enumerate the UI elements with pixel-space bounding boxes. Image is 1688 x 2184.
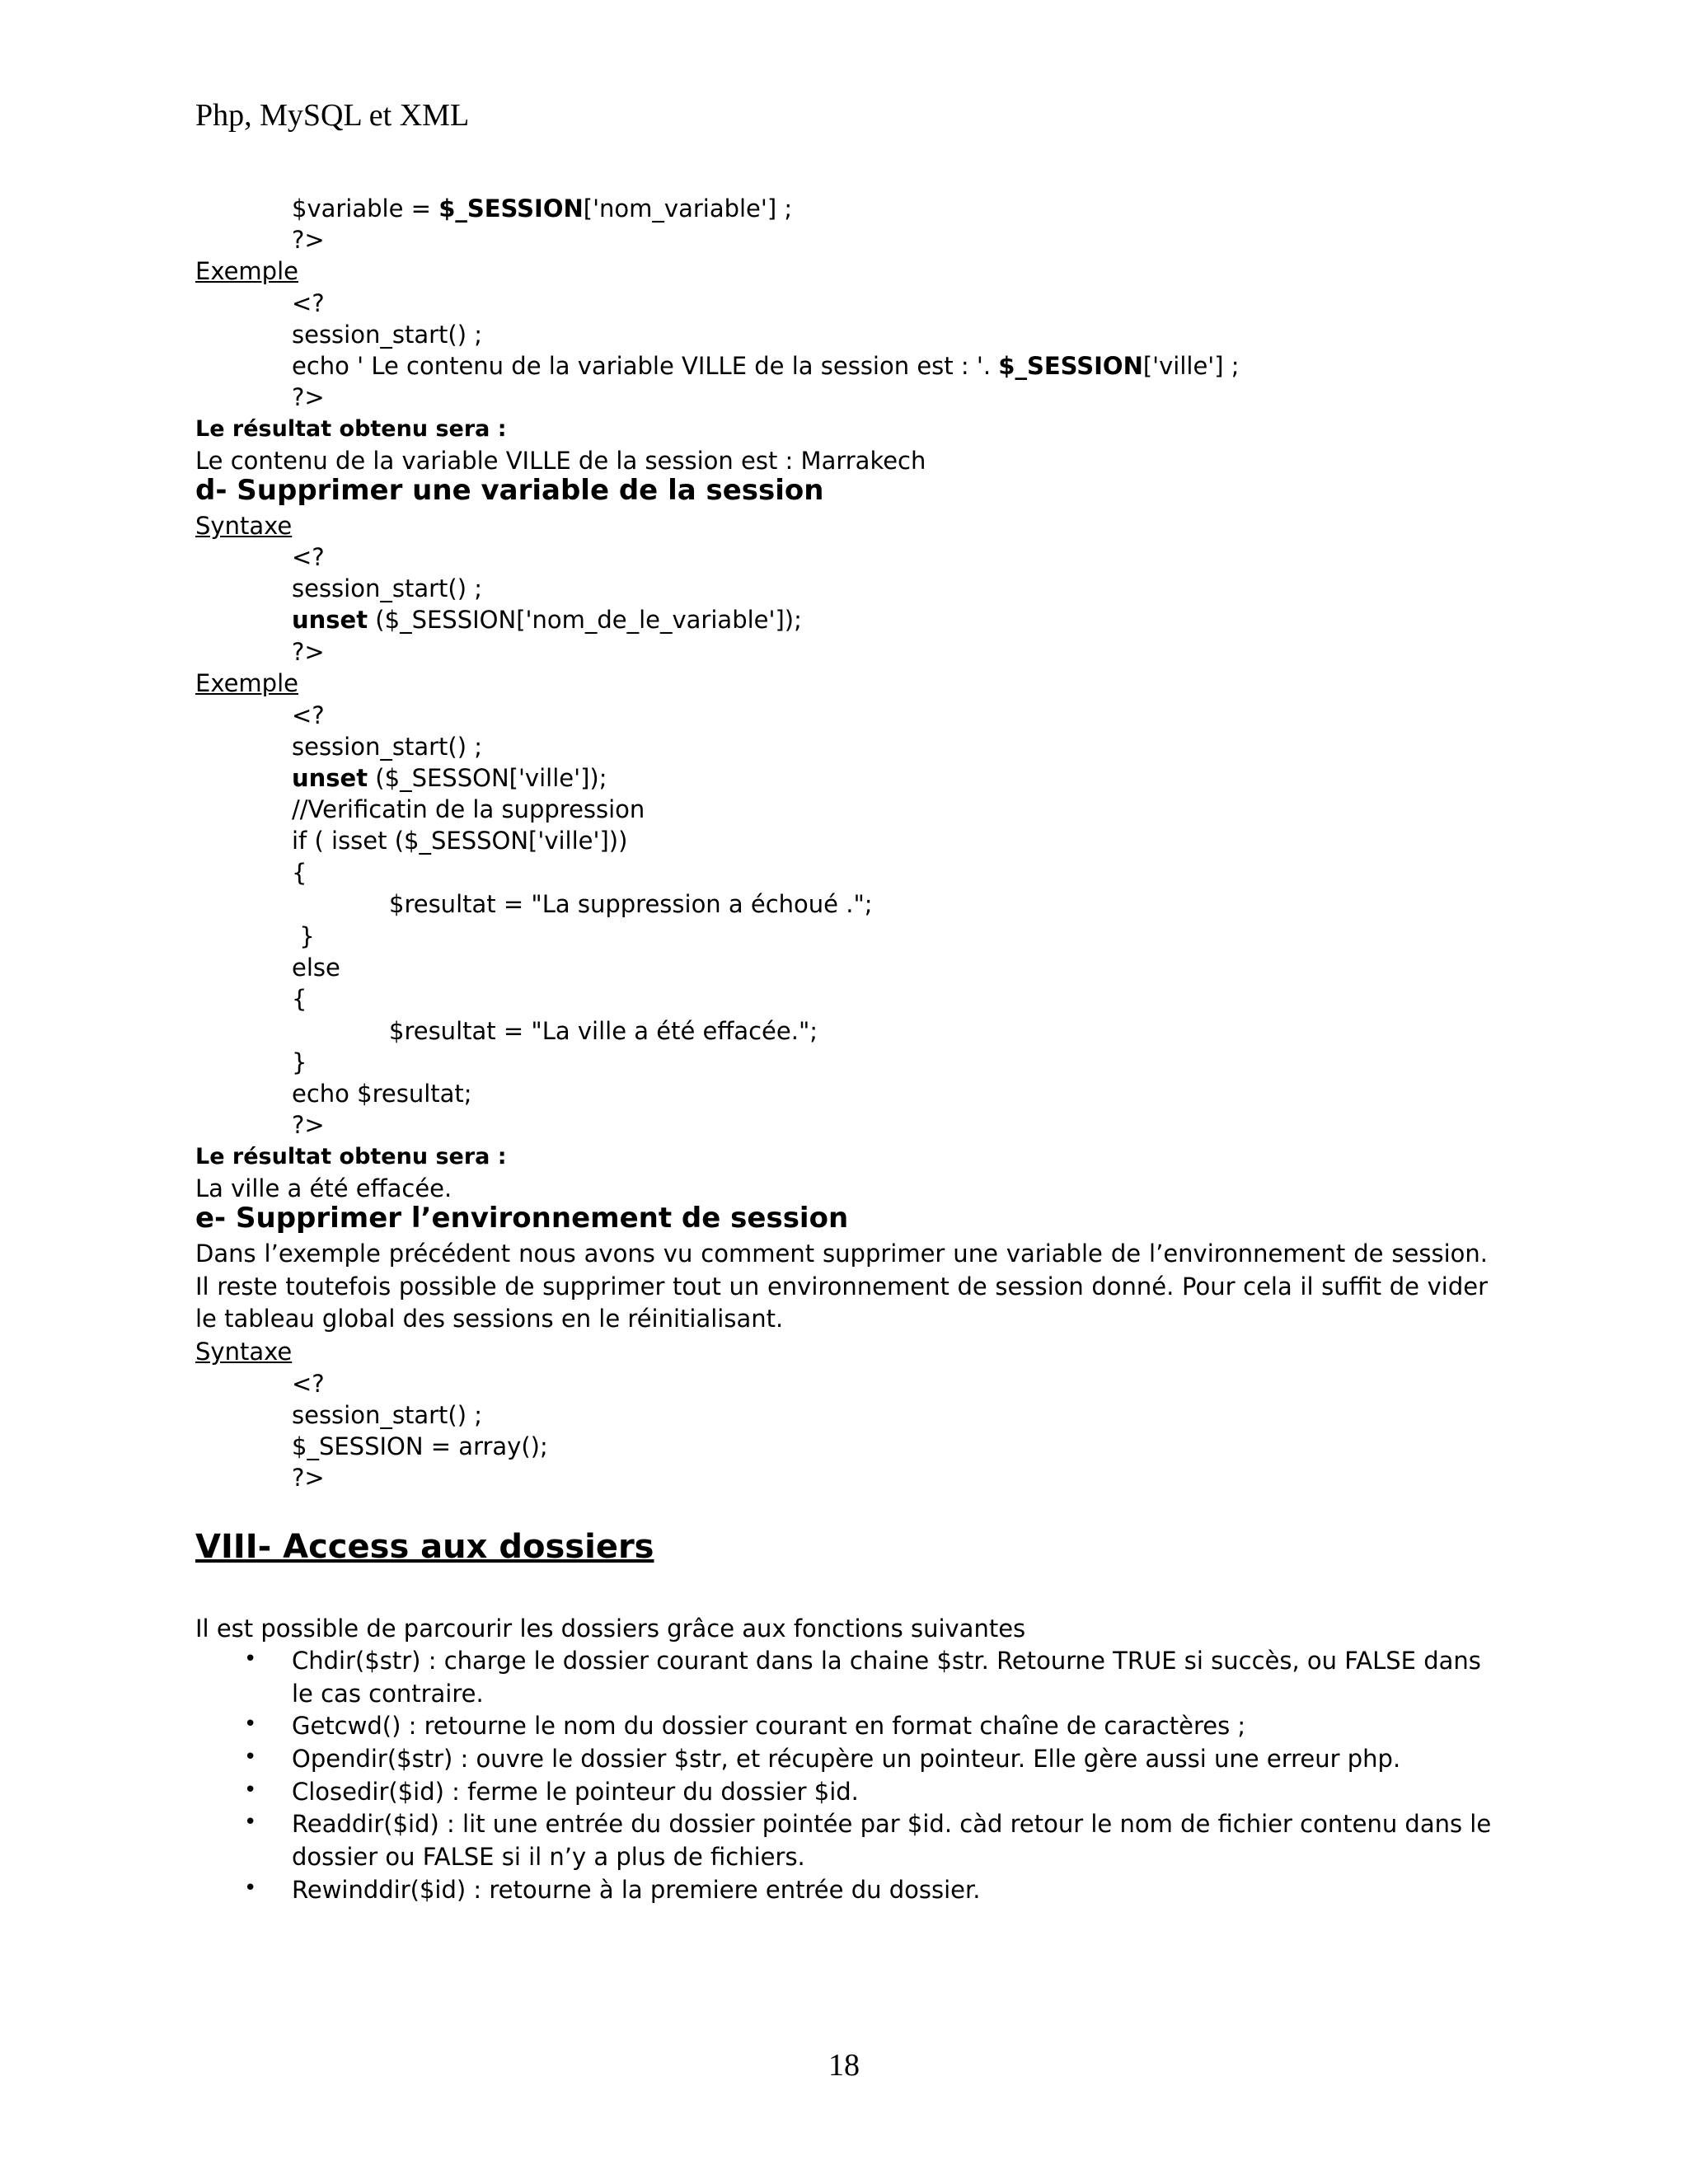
code-comment: //Verificatin de la suppression bbox=[292, 795, 645, 823]
code-line: ?> bbox=[292, 226, 325, 254]
code-line: { bbox=[292, 985, 307, 1013]
code-line: { bbox=[292, 859, 307, 887]
code-line: else bbox=[292, 954, 340, 982]
paragraph-e: Dans l’exemple précédent nous avons vu comment supprimer une variable de l’environnement de session. Il reste toutefois possible de supprimer tout un environnement de session donné. Pour cela il suffit de vider le tableau global des sessions en le réinitialisant. bbox=[195, 1240, 1488, 1333]
page-number: 18 bbox=[828, 2048, 860, 2083]
code-line: unset ($_SESSON['ville']); bbox=[292, 764, 607, 792]
list-item: Readdir($id) : lit une entrée du dossier pointée par $id. càd retour le nom de fichier contenu dans le dossier ou FALSE si il n’y a plus de fichiers. bbox=[292, 1810, 1492, 1871]
code-line: if ( isset ($_SESSON['ville'])) bbox=[292, 827, 628, 855]
code-line: $resultat = "La suppression a échoué ."; bbox=[389, 890, 873, 918]
code-line: ?> bbox=[292, 1111, 325, 1139]
result-label: Le résultat obtenu sera : bbox=[195, 416, 507, 442]
label-exemple: Exemple bbox=[195, 669, 298, 697]
page-header: Php, MySQL et XML bbox=[195, 98, 470, 133]
code-line: session_start() ; bbox=[292, 1401, 483, 1429]
code-line: $variable = $_SESSION['nom_variable'] ; bbox=[292, 194, 793, 223]
result-label: Le résultat obtenu sera : bbox=[195, 1144, 507, 1169]
intro-paragraph: Il est possible de parcourir les dossiers grâce aux fonctions suivantes bbox=[195, 1615, 1026, 1643]
code-line: unset ($_SESSION['nom_de_le_variable']); bbox=[292, 606, 802, 634]
list-item: Opendir($str) : ouvre le dossier $str, et récupère un pointeur. Elle gère aussi une erreur php. bbox=[292, 1745, 1401, 1773]
code-line: session_start() ; bbox=[292, 321, 483, 349]
code-line: echo ' Le contenu de la variable VILLE de la session est : '. $_SESSION['ville'] ; bbox=[292, 352, 1240, 380]
bullet-symbol: • bbox=[244, 1745, 257, 1769]
code-line: <? bbox=[292, 543, 325, 571]
code-line: echo $resultat; bbox=[292, 1080, 472, 1108]
list-item: Closedir($id) : ferme le pointeur du dossier $id. bbox=[292, 1778, 859, 1806]
code-line: session_start() ; bbox=[292, 733, 483, 761]
code-line: ?> bbox=[292, 383, 325, 411]
label-syntaxe: Syntaxe bbox=[195, 512, 293, 540]
section-heading-d: d- Supprimer une variable de la session bbox=[195, 474, 824, 507]
bullet-symbol: • bbox=[244, 1810, 257, 1835]
code-line: <? bbox=[292, 1370, 325, 1398]
code-line: ?> bbox=[292, 638, 325, 666]
label-exemple: Exemple bbox=[195, 257, 298, 285]
result-text: La ville a été effacée. bbox=[195, 1174, 452, 1202]
list-item: Rewinddir($id) : retourne à la premiere entrée du dossier. bbox=[292, 1876, 981, 1904]
bullet-symbol: • bbox=[244, 1778, 257, 1802]
bullet-symbol: • bbox=[244, 1647, 257, 1671]
code-line: session_start() ; bbox=[292, 574, 483, 602]
code-line: } bbox=[292, 922, 315, 950]
label-syntaxe: Syntaxe bbox=[195, 1338, 293, 1366]
code-line: ?> bbox=[292, 1464, 325, 1492]
list-item: Getcwd() : retourne le nom du dossier courant en format chaîne de caractères ; bbox=[292, 1712, 1246, 1740]
bullet-symbol: • bbox=[244, 1876, 257, 1900]
bullet-symbol: • bbox=[244, 1712, 257, 1736]
code-line: <? bbox=[292, 289, 325, 317]
list-item: Chdir($str) : charge le dossier courant dans la chaine $str. Retourne TRUE si succès, ou FALSE dans le cas contraire. bbox=[292, 1647, 1481, 1708]
result-text: Le contenu de la variable VILLE de la session est : Marrakech bbox=[195, 447, 926, 475]
section-heading-e: e- Supprimer l’environnement de session bbox=[195, 1202, 849, 1235]
code-line: <? bbox=[292, 701, 325, 729]
code-line: $resultat = "La ville a été effacée."; bbox=[389, 1017, 818, 1045]
section-heading-viii: VIII- Access aux dossiers bbox=[195, 1528, 654, 1566]
code-line: } bbox=[292, 1048, 307, 1076]
code-line: $_SESSION = array(); bbox=[292, 1432, 548, 1460]
